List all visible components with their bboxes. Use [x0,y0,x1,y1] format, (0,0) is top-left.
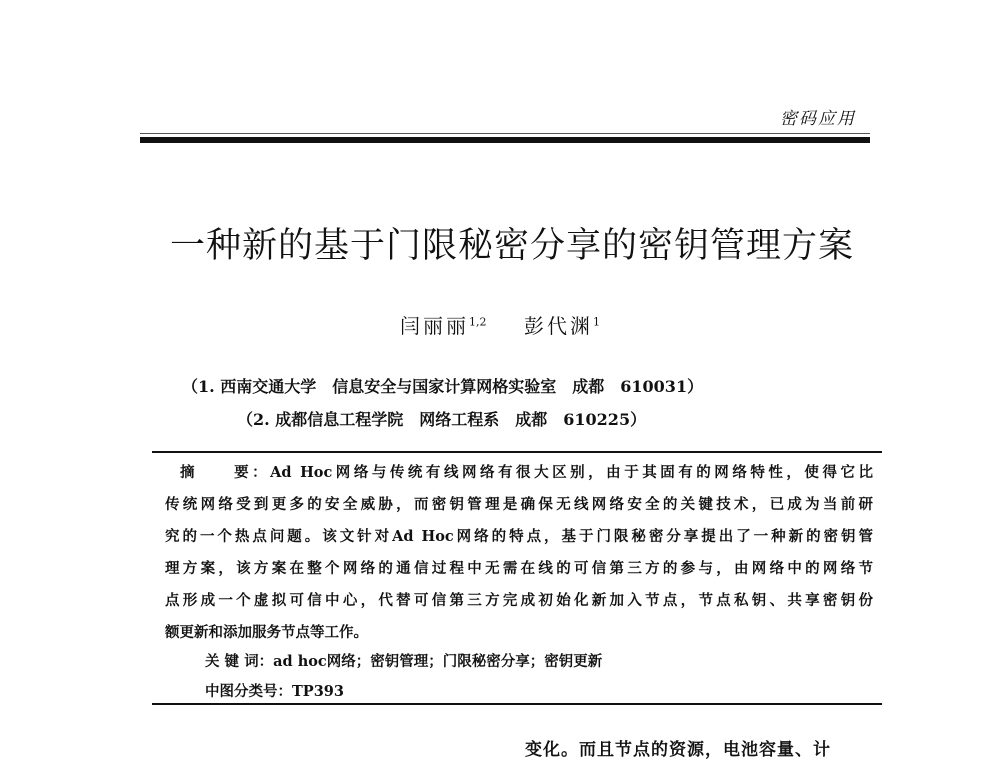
abstract [165,460,873,652]
abstract-line: 点形成一个虚拟可信中心，代替可信第三方完成初始化新加入节点，节点私钥、共享密钥份 [165,592,873,609]
keywords-value: ad hoc网络；密钥管理；门限秘密分享；密钥更新 [273,653,603,670]
authors [0,310,1000,339]
author-affiliation: 1 [592,315,600,329]
classification-value: TP393 [292,683,344,700]
classification [205,680,344,701]
abstract-line: 摘 要：Ad Hoc网络与传统有线网络有很大区别，由于其固有的网络特性，使得它比 [180,464,873,481]
section-header: 密码应用 [780,109,856,129]
affiliation-2: （2. 成都信息工程学院 网络工程系 成都 610225） [237,410,647,429]
keywords [205,650,602,671]
abstract-label: 摘 要： [180,464,271,481]
header-rule-thin [140,133,870,134]
author-name: 彭代渊 [523,314,593,338]
abstract-line: 理方案，该方案在整个网络的通信过程中无需在线的可信第三方的参与，由网络中的网络节 [165,560,873,577]
header-rule [140,137,870,143]
abstract-line: 究的一个热点问题。该文针对Ad Hoc网络的特点，基于门限秘密分享提出了一种新的密钥管 [165,528,873,545]
abstract-line: 额更新和添加服务节点等工作。 [165,624,368,641]
abstract-line: 传统网络受到更多的安全威胁，而密钥管理是确保无线网络安全的关键技术，已成为当前研 [165,496,873,513]
author-affiliation: 1,2 [469,315,487,329]
paper-title: 一种新的基于门限秘密分享的密钥管理方案 [170,226,855,266]
abstract-top-rule [152,451,882,453]
affiliation-1: （1. 西南交通大学 信息安全与国家计算网格实验室 成都 610031） [182,377,704,396]
author-name: 闫丽丽 [400,314,470,338]
abstract-bottom-rule [152,703,882,705]
classification-label: 中图分类号： [205,683,292,700]
body-text-line: 变化。而且节点的资源，电池容量、计 [525,740,831,760]
keywords-label: 关 键 词： [205,653,274,670]
